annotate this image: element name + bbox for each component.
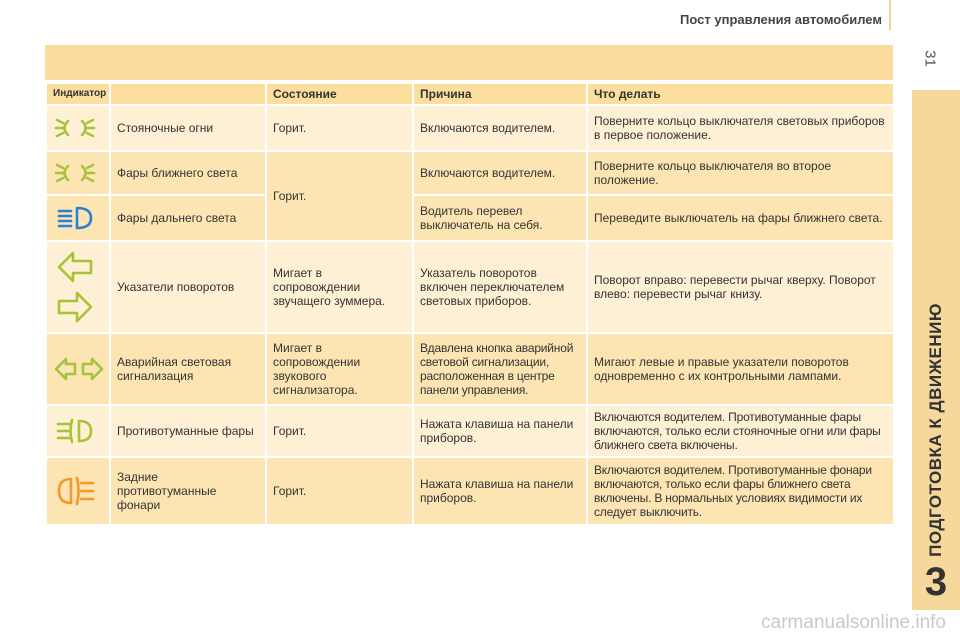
row-icon-cell xyxy=(46,333,110,405)
row-icon-cell xyxy=(46,457,110,525)
dipped-beam-icon xyxy=(53,158,97,188)
table-row xyxy=(46,405,894,457)
row-state: Горит. xyxy=(266,457,413,525)
row-cause: Включаются водителем. xyxy=(413,151,587,195)
row-action: Включаются водителем. Противотуманные фонари включаются, только если фары ближнего света включены. В нормальных условиях видимости их следует выключить. xyxy=(587,457,894,525)
col-header-state: Состояние xyxy=(266,83,413,105)
row-action: Поверните кольцо выключателя во второе положение. xyxy=(587,151,894,195)
row-action: Переведите выключатель на фары ближнего света. xyxy=(587,195,894,241)
rear-fog-icon xyxy=(53,474,97,508)
row-state: Горит. xyxy=(266,405,413,457)
col-header-indicator: Индикатор xyxy=(46,83,110,105)
row-state: Мигает в сопровождении звучащего зуммера. xyxy=(266,241,413,333)
header-rule xyxy=(889,0,891,30)
chapter-tab-label: ПОДГОТОВКА К ДВИЖЕНИЮ xyxy=(926,303,945,557)
front-fog-icon xyxy=(53,416,97,446)
row-name: Противотуманные фары xyxy=(110,405,266,457)
row-cause: Указатель поворотов включен переключателем световых приборов. xyxy=(413,241,587,333)
col-header-action: Что делать xyxy=(587,83,894,105)
row-cause: Водитель перевел выключатель на себя. xyxy=(413,195,587,241)
row-name: Задние противотуманные фонари xyxy=(110,457,266,525)
row-cause: Включаются водителем. xyxy=(413,105,587,151)
chapter-number: 3 xyxy=(924,560,948,604)
table-row xyxy=(46,105,894,151)
page-header-title: Пост управления автомобилем xyxy=(680,12,882,27)
row-name: Фары дальнего света xyxy=(110,195,266,241)
row-name: Аварийная световая сигнализация xyxy=(110,333,266,405)
main-beam-icon xyxy=(53,203,97,233)
row-icon-cell xyxy=(46,151,110,195)
row-action: Включаются водителем. Противотуманные фары включаются, только если стояночные огни или фары ближнего света включены. xyxy=(587,405,894,457)
row-icon-cell xyxy=(46,105,110,151)
row-state: Горит. xyxy=(266,151,413,241)
row-action: Поворот вправо: перевести рычаг кверху. Поворот влево: перевести рычаг книзу. xyxy=(587,241,894,333)
table-row xyxy=(46,333,894,405)
row-icon-cell xyxy=(46,195,110,241)
row-action: Мигают левые и правые указатели поворотов одновременно с их контрольными лампами. xyxy=(587,333,894,405)
table-header-row xyxy=(46,83,894,105)
table-row xyxy=(46,195,894,241)
row-cause: Нажата клавиша на панели приборов. xyxy=(413,457,587,525)
row-name: Фары ближнего света xyxy=(110,151,266,195)
row-state: Мигает в сопровождении звукового сигнализатора. xyxy=(266,333,413,405)
indicator-table xyxy=(45,82,895,526)
row-cause: Нажата клавиша на панели приборов. xyxy=(413,405,587,457)
hazard-icon xyxy=(53,354,105,384)
watermark: carmanualsonline.info xyxy=(761,612,946,633)
row-action: Поверните кольцо выключателя световых приборов в первое положение. xyxy=(587,105,894,151)
row-state: Горит. xyxy=(266,105,413,151)
row-cause: Вдавлена кнопка аварийной световой сигнализации, расположенная в центре панели управления. xyxy=(413,333,587,405)
col-header-cause: Причина xyxy=(413,83,587,105)
turn-signal-icon xyxy=(53,247,97,327)
row-icon-cell xyxy=(46,241,110,333)
table-top-band xyxy=(45,45,893,80)
row-name: Указатели поворотов xyxy=(110,241,266,333)
sidelights-icon xyxy=(53,113,97,143)
table-row xyxy=(46,457,894,525)
row-icon-cell xyxy=(46,405,110,457)
table-row xyxy=(46,241,894,333)
col-header-name xyxy=(110,83,266,105)
row-name: Стояночные огни xyxy=(110,105,266,151)
table-row xyxy=(46,151,894,195)
page-number: 31 xyxy=(921,50,939,67)
